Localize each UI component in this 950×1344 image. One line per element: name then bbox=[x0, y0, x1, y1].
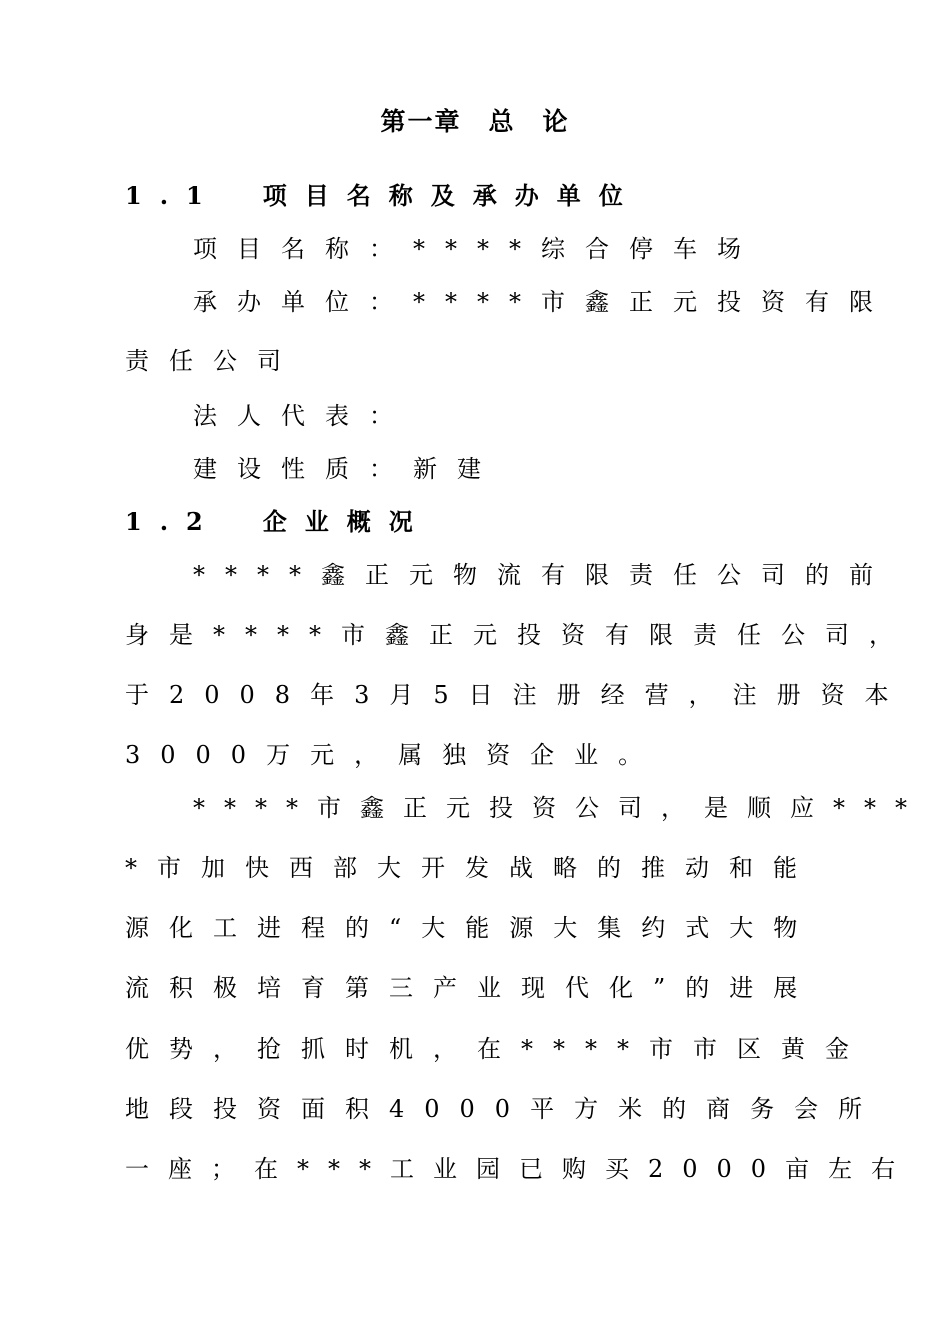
paragraph-2-line-2: *市加快西部大开发战略的推动和能 bbox=[125, 854, 817, 882]
paragraph-2-line-3: 源化工进程的“大能源大集约式大物 bbox=[125, 914, 818, 942]
paragraph-2-line-4: 流积极培育第三产业现代化”的进展 bbox=[125, 974, 818, 1002]
paragraph-2-line-5: 优势，抢抓时机，在****市市区黄金 bbox=[125, 1035, 869, 1063]
construction-type-line: 建设性质：新建 bbox=[193, 455, 501, 483]
section-heading-1-2: 1.2 企业概况 bbox=[125, 507, 431, 536]
paragraph-1-line-3: 于2008年3月5日注册经营，注册资本 bbox=[125, 681, 909, 709]
paragraph-1-line-4: 3000万元，属独资企业。 bbox=[125, 741, 663, 769]
chapter-title: 第一章 总 论 bbox=[380, 107, 570, 136]
paragraph-2-line-1: ****市鑫正元投资公司，是顺应*** bbox=[193, 794, 926, 822]
paragraph-1-line-1: ****鑫正元物流有限责任公司的前 bbox=[193, 561, 893, 589]
project-name-line: 项目名称：****综合停车场 bbox=[193, 235, 761, 263]
paragraph-2-line-7: 一座；在***工业园已购买2000亩左右 bbox=[125, 1155, 915, 1183]
undertaker-line-1: 承办单位：****市鑫正元投资有限 bbox=[193, 288, 893, 316]
undertaker-line-2: 责任公司 bbox=[125, 347, 301, 375]
paragraph-1-line-2: 身是****市鑫正元投资有限责任公司， bbox=[125, 621, 913, 649]
legal-representative-line: 法人代表： bbox=[193, 402, 413, 430]
paragraph-2-line-6: 地段投资面积4000平方米的商务会所 bbox=[125, 1095, 883, 1123]
section-heading-1-1: 1.1 项目名称及承办单位 bbox=[125, 181, 641, 210]
